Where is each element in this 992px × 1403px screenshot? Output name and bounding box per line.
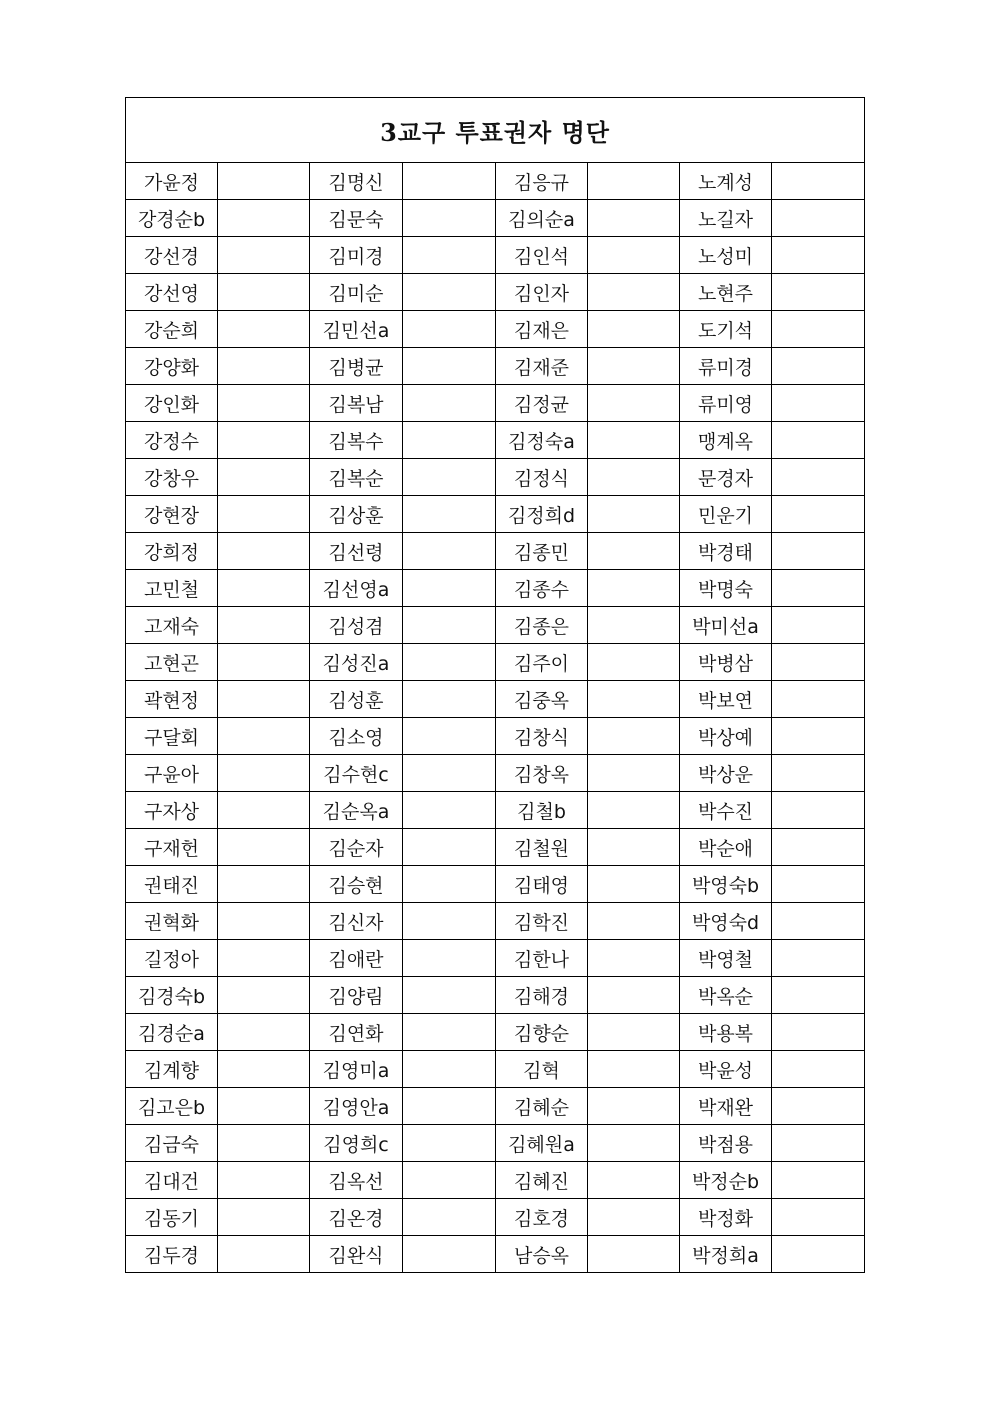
voter-name-cell: 김인석 (496, 237, 588, 274)
voter-name-cell: 박영숙b (680, 866, 772, 903)
blank-check-cell (218, 977, 310, 1014)
voter-name-cell: 노길자 (680, 200, 772, 237)
voter-name-cell: 강창우 (126, 459, 218, 496)
voter-name-cell: 김인자 (496, 274, 588, 311)
blank-check-cell (588, 718, 680, 755)
blank-check-cell (588, 792, 680, 829)
voter-name-cell: 김재은 (496, 311, 588, 348)
blank-check-cell (772, 533, 865, 570)
voter-name-cell: 김두경 (126, 1236, 218, 1273)
voter-name-cell: 고재숙 (126, 607, 218, 644)
blank-check-cell (772, 163, 865, 200)
blank-check-cell (218, 274, 310, 311)
table-row (126, 1236, 865, 1273)
voter-name-cell: 노현주 (680, 274, 772, 311)
voter-name-cell: 권혁화 (126, 903, 218, 940)
blank-check-cell (588, 1236, 680, 1273)
blank-check-cell (218, 422, 310, 459)
voter-name-cell: 김향순 (496, 1014, 588, 1051)
voter-name-cell: 김한나 (496, 940, 588, 977)
blank-check-cell (403, 792, 496, 829)
voter-name-cell: 노성미 (680, 237, 772, 274)
blank-check-cell (588, 903, 680, 940)
blank-check-cell (588, 385, 680, 422)
blank-check-cell (588, 1125, 680, 1162)
voter-name-cell: 김옥선 (310, 1162, 403, 1199)
voter-name-cell: 김정식 (496, 459, 588, 496)
blank-check-cell (403, 1125, 496, 1162)
blank-check-cell (772, 200, 865, 237)
blank-check-cell (588, 274, 680, 311)
voter-name-cell: 김의순a (496, 200, 588, 237)
voter-name-cell: 김선영a (310, 570, 403, 607)
voter-name-cell: 류미영 (680, 385, 772, 422)
blank-check-cell (772, 237, 865, 274)
voter-name-cell: 김명신 (310, 163, 403, 200)
voter-name-cell: 김금숙 (126, 1125, 218, 1162)
blank-check-cell (403, 607, 496, 644)
voter-name-cell: 김응규 (496, 163, 588, 200)
blank-check-cell (218, 348, 310, 385)
voter-name-cell: 구윤아 (126, 755, 218, 792)
blank-check-cell (218, 459, 310, 496)
voter-name-cell: 김애란 (310, 940, 403, 977)
table-row (126, 200, 865, 237)
voter-name-cell: 강정수 (126, 422, 218, 459)
voter-name-cell: 김미순 (310, 274, 403, 311)
voter-name-cell: 김양림 (310, 977, 403, 1014)
blank-check-cell (772, 977, 865, 1014)
voter-name-cell: 김복남 (310, 385, 403, 422)
voter-name-cell: 김선령 (310, 533, 403, 570)
voter-name-cell: 김상훈 (310, 496, 403, 533)
voter-name-cell: 강선경 (126, 237, 218, 274)
voter-name-cell: 김대건 (126, 1162, 218, 1199)
table-row (126, 570, 865, 607)
table-row (126, 755, 865, 792)
voter-name-cell: 김철원 (496, 829, 588, 866)
voter-name-cell: 강경순b (126, 200, 218, 237)
blank-check-cell (218, 1088, 310, 1125)
voter-name-cell: 김정희d (496, 496, 588, 533)
voter-name-cell: 박정화 (680, 1199, 772, 1236)
voter-name-cell: 박명숙 (680, 570, 772, 607)
voter-name-cell: 강희정 (126, 533, 218, 570)
page-title: 3교구 투표권자 명단 (126, 98, 865, 163)
blank-check-cell (772, 496, 865, 533)
blank-check-cell (403, 681, 496, 718)
blank-check-cell (403, 866, 496, 903)
blank-check-cell (772, 459, 865, 496)
voter-name-cell: 김동기 (126, 1199, 218, 1236)
blank-check-cell (588, 570, 680, 607)
voter-name-cell: 고현곤 (126, 644, 218, 681)
voter-name-cell: 박순애 (680, 829, 772, 866)
blank-check-cell (772, 792, 865, 829)
table-row (126, 496, 865, 533)
blank-check-cell (588, 607, 680, 644)
table-row (126, 163, 865, 200)
blank-check-cell (772, 1162, 865, 1199)
voter-name-cell: 박보연 (680, 681, 772, 718)
voter-name-cell: 박재완 (680, 1088, 772, 1125)
blank-check-cell (772, 348, 865, 385)
voter-name-cell: 김승현 (310, 866, 403, 903)
voter-name-cell: 민운기 (680, 496, 772, 533)
blank-check-cell (218, 200, 310, 237)
voter-name-cell: 김소영 (310, 718, 403, 755)
voter-name-cell: 김종수 (496, 570, 588, 607)
blank-check-cell (403, 718, 496, 755)
roster-body (126, 163, 865, 1273)
blank-check-cell (218, 570, 310, 607)
blank-check-cell (588, 1051, 680, 1088)
blank-check-cell (218, 792, 310, 829)
voter-name-cell: 김정균 (496, 385, 588, 422)
voter-name-cell: 고민철 (126, 570, 218, 607)
blank-check-cell (588, 829, 680, 866)
voter-name-cell: 김온경 (310, 1199, 403, 1236)
voter-name-cell: 김호경 (496, 1199, 588, 1236)
voter-name-cell: 박상예 (680, 718, 772, 755)
blank-check-cell (588, 348, 680, 385)
blank-check-cell (403, 496, 496, 533)
voter-name-cell: 길정아 (126, 940, 218, 977)
blank-check-cell (403, 200, 496, 237)
voter-name-cell: 김신자 (310, 903, 403, 940)
blank-check-cell (588, 237, 680, 274)
table-row (126, 1162, 865, 1199)
voter-name-cell: 박윤성 (680, 1051, 772, 1088)
voter-name-cell: 강순희 (126, 311, 218, 348)
blank-check-cell (772, 1051, 865, 1088)
blank-check-cell (218, 1051, 310, 1088)
blank-check-cell (218, 1014, 310, 1051)
blank-check-cell (588, 866, 680, 903)
blank-check-cell (588, 681, 680, 718)
voter-name-cell: 김재준 (496, 348, 588, 385)
blank-check-cell (588, 459, 680, 496)
voter-name-cell: 박상운 (680, 755, 772, 792)
blank-check-cell (772, 1125, 865, 1162)
voter-name-cell: 김수현c (310, 755, 403, 792)
blank-check-cell (772, 755, 865, 792)
table-row (126, 681, 865, 718)
blank-check-cell (403, 977, 496, 1014)
blank-check-cell (403, 237, 496, 274)
blank-check-cell (218, 755, 310, 792)
voter-name-cell: 김완식 (310, 1236, 403, 1273)
blank-check-cell (218, 1125, 310, 1162)
blank-check-cell (772, 903, 865, 940)
table-row (126, 385, 865, 422)
voter-name-cell: 김영미a (310, 1051, 403, 1088)
voter-name-cell: 맹계옥 (680, 422, 772, 459)
voter-name-cell: 류미경 (680, 348, 772, 385)
voter-name-cell: 김성겸 (310, 607, 403, 644)
blank-check-cell (588, 1199, 680, 1236)
table-row (126, 644, 865, 681)
table-row (126, 866, 865, 903)
voter-name-cell: 김복수 (310, 422, 403, 459)
voter-name-cell: 김계향 (126, 1051, 218, 1088)
table-row (126, 792, 865, 829)
blank-check-cell (218, 496, 310, 533)
blank-check-cell (218, 311, 310, 348)
blank-check-cell (218, 1199, 310, 1236)
blank-check-cell (772, 644, 865, 681)
blank-check-cell (588, 1088, 680, 1125)
blank-check-cell (403, 459, 496, 496)
voter-name-cell: 김종은 (496, 607, 588, 644)
voter-name-cell: 김연화 (310, 1014, 403, 1051)
blank-check-cell (403, 311, 496, 348)
voter-name-cell: 강양화 (126, 348, 218, 385)
voter-name-cell: 김영희c (310, 1125, 403, 1162)
voter-name-cell: 김민선a (310, 311, 403, 348)
voter-name-cell: 강인화 (126, 385, 218, 422)
table-row (126, 1088, 865, 1125)
voter-name-cell: 곽현정 (126, 681, 218, 718)
voter-name-cell: 박미선a (680, 607, 772, 644)
voter-name-cell: 김창옥 (496, 755, 588, 792)
table-row (126, 829, 865, 866)
blank-check-cell (588, 644, 680, 681)
voter-name-cell: 김복순 (310, 459, 403, 496)
table-row (126, 237, 865, 274)
voter-name-cell: 김미경 (310, 237, 403, 274)
voter-name-cell: 구달회 (126, 718, 218, 755)
voter-name-cell: 박영철 (680, 940, 772, 977)
title-row (126, 98, 865, 163)
blank-check-cell (772, 829, 865, 866)
voter-name-cell: 박병삼 (680, 644, 772, 681)
blank-check-cell (218, 940, 310, 977)
blank-check-cell (772, 422, 865, 459)
voter-name-cell: 박정순b (680, 1162, 772, 1199)
blank-check-cell (403, 422, 496, 459)
blank-check-cell (403, 1051, 496, 1088)
voter-name-cell: 문경자 (680, 459, 772, 496)
voter-name-cell: 김경순a (126, 1014, 218, 1051)
table-row (126, 459, 865, 496)
blank-check-cell (772, 681, 865, 718)
voter-name-cell: 김병균 (310, 348, 403, 385)
blank-check-cell (403, 533, 496, 570)
blank-check-cell (218, 533, 310, 570)
voter-name-cell: 김해경 (496, 977, 588, 1014)
voter-name-cell: 박영숙d (680, 903, 772, 940)
blank-check-cell (588, 755, 680, 792)
blank-check-cell (588, 200, 680, 237)
blank-check-cell (772, 1199, 865, 1236)
blank-check-cell (403, 570, 496, 607)
blank-check-cell (588, 163, 680, 200)
table-row (126, 718, 865, 755)
blank-check-cell (403, 903, 496, 940)
blank-check-cell (403, 644, 496, 681)
blank-check-cell (403, 348, 496, 385)
blank-check-cell (588, 977, 680, 1014)
table-row (126, 274, 865, 311)
blank-check-cell (772, 866, 865, 903)
blank-check-cell (588, 311, 680, 348)
blank-check-cell (403, 1162, 496, 1199)
voter-name-cell: 박점용 (680, 1125, 772, 1162)
voter-name-cell: 강현장 (126, 496, 218, 533)
blank-check-cell (218, 718, 310, 755)
blank-check-cell (218, 829, 310, 866)
table-row (126, 348, 865, 385)
voter-name-cell: 김성진a (310, 644, 403, 681)
voter-name-cell: 김학진 (496, 903, 588, 940)
table-row (126, 1051, 865, 1088)
blank-check-cell (403, 1088, 496, 1125)
voter-name-cell: 김중옥 (496, 681, 588, 718)
blank-check-cell (588, 422, 680, 459)
blank-check-cell (588, 940, 680, 977)
voter-name-cell: 김혁 (496, 1051, 588, 1088)
blank-check-cell (218, 1162, 310, 1199)
blank-check-cell (403, 274, 496, 311)
blank-check-cell (772, 385, 865, 422)
voter-name-cell: 김문숙 (310, 200, 403, 237)
blank-check-cell (218, 903, 310, 940)
voter-name-cell: 김정숙a (496, 422, 588, 459)
blank-check-cell (403, 829, 496, 866)
blank-check-cell (772, 570, 865, 607)
blank-check-cell (403, 940, 496, 977)
voter-name-cell: 가윤정 (126, 163, 218, 200)
table-row (126, 903, 865, 940)
blank-check-cell (218, 1236, 310, 1273)
voter-name-cell: 노계성 (680, 163, 772, 200)
voter-roster-table (125, 97, 865, 1273)
voter-name-cell: 김주이 (496, 644, 588, 681)
voter-name-cell: 박용복 (680, 1014, 772, 1051)
blank-check-cell (588, 1162, 680, 1199)
table-row (126, 422, 865, 459)
blank-check-cell (588, 1014, 680, 1051)
table-row (126, 977, 865, 1014)
blank-check-cell (403, 1014, 496, 1051)
voter-name-cell: 김성훈 (310, 681, 403, 718)
voter-name-cell: 김순자 (310, 829, 403, 866)
blank-check-cell (588, 533, 680, 570)
voter-name-cell: 김태영 (496, 866, 588, 903)
blank-check-cell (218, 385, 310, 422)
voter-name-cell: 김혜원a (496, 1125, 588, 1162)
blank-check-cell (218, 237, 310, 274)
blank-check-cell (772, 1236, 865, 1273)
table-row (126, 1014, 865, 1051)
blank-check-cell (403, 1236, 496, 1273)
table-row (126, 1199, 865, 1236)
blank-check-cell (772, 607, 865, 644)
voter-name-cell: 남승옥 (496, 1236, 588, 1273)
blank-check-cell (772, 311, 865, 348)
blank-check-cell (218, 681, 310, 718)
voter-name-cell: 김혜순 (496, 1088, 588, 1125)
voter-name-cell: 김고은b (126, 1088, 218, 1125)
table-row (126, 533, 865, 570)
voter-name-cell: 김영안a (310, 1088, 403, 1125)
blank-check-cell (218, 607, 310, 644)
blank-check-cell (403, 755, 496, 792)
blank-check-cell (218, 163, 310, 200)
voter-name-cell: 강선영 (126, 274, 218, 311)
blank-check-cell (218, 866, 310, 903)
voter-name-cell: 박정희a (680, 1236, 772, 1273)
table-row (126, 607, 865, 644)
blank-check-cell (772, 274, 865, 311)
blank-check-cell (403, 163, 496, 200)
blank-check-cell (403, 1199, 496, 1236)
voter-name-cell: 김종민 (496, 533, 588, 570)
voter-name-cell: 김철b (496, 792, 588, 829)
blank-check-cell (218, 644, 310, 681)
voter-name-cell: 김경숙b (126, 977, 218, 1014)
blank-check-cell (588, 496, 680, 533)
voter-name-cell: 김순옥a (310, 792, 403, 829)
blank-check-cell (403, 385, 496, 422)
blank-check-cell (772, 718, 865, 755)
blank-check-cell (772, 940, 865, 977)
voter-name-cell: 구자상 (126, 792, 218, 829)
voter-name-cell: 권태진 (126, 866, 218, 903)
table-row (126, 940, 865, 977)
voter-name-cell: 김창식 (496, 718, 588, 755)
table-row (126, 1125, 865, 1162)
voter-name-cell: 박수진 (680, 792, 772, 829)
voter-name-cell: 박경태 (680, 533, 772, 570)
voter-name-cell: 박옥순 (680, 977, 772, 1014)
voter-name-cell: 도기석 (680, 311, 772, 348)
blank-check-cell (772, 1014, 865, 1051)
table-row (126, 311, 865, 348)
voter-name-cell: 김혜진 (496, 1162, 588, 1199)
voter-name-cell: 구재헌 (126, 829, 218, 866)
blank-check-cell (772, 1088, 865, 1125)
